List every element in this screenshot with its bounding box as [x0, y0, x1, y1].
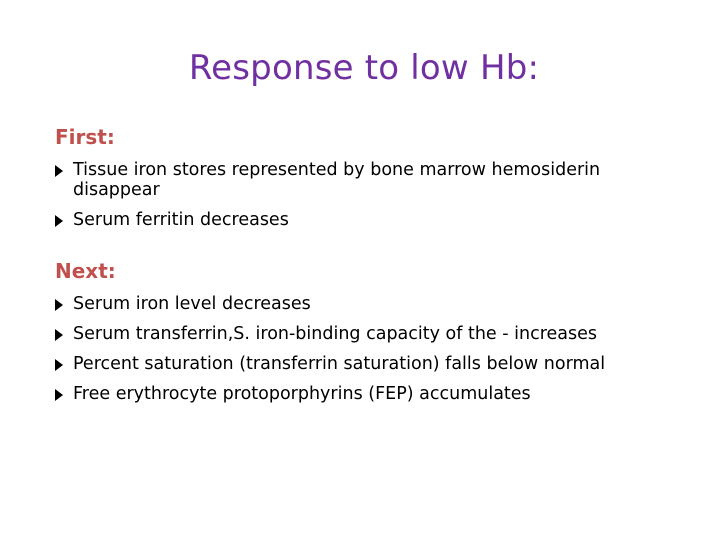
list-item [55, 324, 685, 344]
list-item [55, 160, 685, 200]
list-item-text: Serum transferrin,S. iron-binding capacity of the - increases [73, 324, 598, 344]
bullet-list-next [55, 294, 685, 404]
triangle-right-icon [55, 359, 63, 371]
section-first [55, 122, 685, 230]
list-item-text: Serum ferritin decreases [73, 210, 289, 230]
triangle-right-icon [55, 329, 63, 341]
list-item [55, 354, 685, 374]
section-next [55, 256, 685, 404]
list-item [55, 294, 685, 314]
list-item-text: Serum iron level decreases [73, 294, 311, 314]
slide-title: Response to low Hb: [188, 48, 540, 88]
section-heading-first: First: [55, 125, 115, 149]
triangle-right-icon [55, 165, 63, 177]
section-heading-next: Next: [55, 259, 116, 283]
triangle-right-icon [55, 299, 63, 311]
list-item-text: Free erythrocyte protoporphyrins (FEP) accumulates [73, 384, 531, 404]
triangle-right-icon [55, 389, 63, 401]
list-item [55, 210, 685, 230]
triangle-right-icon [55, 215, 63, 227]
list-item-text: Tissue iron stores represented by bone marrow hemosiderin disappear [73, 160, 601, 200]
list-item [55, 384, 685, 404]
slide-content [55, 122, 685, 404]
list-item-text: Percent saturation (transferrin saturation) falls below normal [73, 354, 606, 374]
bullet-list-first [55, 160, 685, 230]
